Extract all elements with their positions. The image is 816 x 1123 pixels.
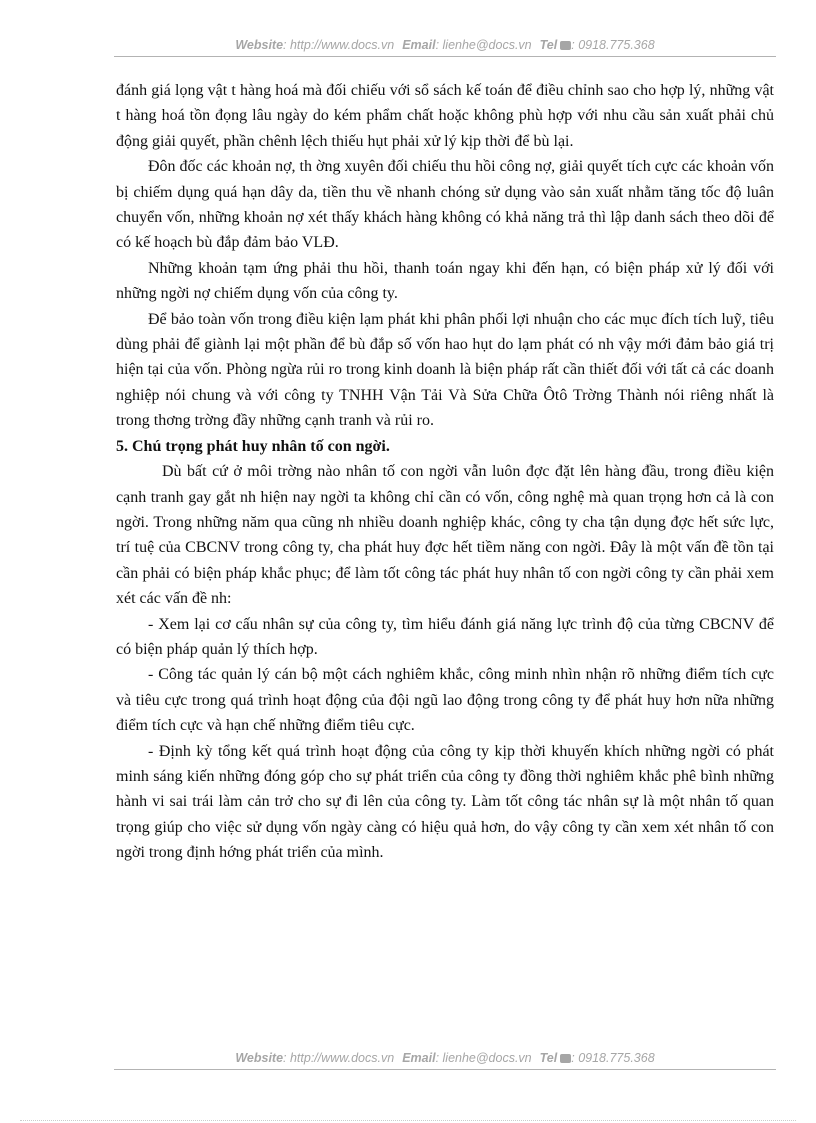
phone-icon xyxy=(560,41,571,50)
footer-email-label: Email xyxy=(402,1051,436,1065)
bullet-item-3: - Định kỳ tổng kết quá trình hoạt động của công ty kịp thời khuyến khích những ngời có phát minh sáng kiến những đóng góp cho sự phát triển của công ty đồng thời nghiêm khắc phê bình những hành vi sai trái làm cản trở cho sự đi lên của công ty. Làm tốt công tác nhân sự là một nhân tố quan trọng giúp cho việc sử dụng vốn ngày càng có hiệu quả hơn, do vậy công ty cần xem xét nhân tố con ngời trong định hớng phát triển của mình. xyxy=(116,742,774,862)
footer-tel-value: : 0918.775.368 xyxy=(571,1051,655,1065)
bullet-item-1: - Xem lại cơ cấu nhân sự của công ty, tìm hiểu đánh giá năng lực trình độ của từng CBCNV để có biện pháp quản lý thích hợp. xyxy=(116,615,774,658)
paragraph-capital-preservation: Để bảo toàn vốn trong điều kiện lạm phát khi phân phối lợi nhuận cho các mục đích tích luỹ, tiêu dùng phải để giành lại một phần để bù đắp số vốn hao hụt do lạm phát có nh vậy mới đảm bảo giá trị hiện tại của vốn. Phòng ngừa rủi ro trong kinh doanh là biện pháp rất cần thiết đối với tất cả các doanh nghiệp nói chung và với công ty TNHH Vận Tải Và Sửa Chữa Ôtô Trờng Thành nói riêng nhất là trong thơng trờng đầy những cạnh tranh và rủi ro. xyxy=(116,310,774,430)
header-email-label: Email xyxy=(402,38,436,52)
paragraph-human-factor: Dù bất cứ ở môi trờng nào nhân tố con ngời vẫn luôn đợc đặt lên hàng đầu, trong điều kiện cạnh tranh gay gắt nh hiện nay ngời ta không chỉ cần có vốn, công nghệ mà quan trọng hơn cả là con ngời. Trong những năm qua cũng nh nhiều doanh nghiệp khác, công ty cha tận dụng đợc hết sức lực, trí tuệ của CBCNV trong công ty, cha phát huy đợc hết tiềm năng con ngời. Đây là một vấn đề tồn tại cần phải có biện pháp khắc phục; để làm tốt công tác phát huy nhân tố con ngời công ty cần phải xem xét các vấn đề nh: xyxy=(116,463,774,608)
section-heading-5: 5. Chú trọng phát huy nhân tố con ngời. xyxy=(116,437,390,455)
page-header xyxy=(114,38,776,57)
header-website-link[interactable]: : http://www.docs.vn xyxy=(283,38,395,52)
bullet-item-2: - Công tác quản lý cán bộ một cách nghiêm khắc, công minh nhìn nhận rõ những điểm tích cực và tiêu cực trong quá trình hoạt động của đội ngũ lao động trong công ty để phát huy hơn nữa những điểm tích cực và hạn chế những điểm tiêu cực. xyxy=(116,666,774,735)
footer-website-label: Website xyxy=(235,1051,284,1065)
page-footer xyxy=(114,1051,776,1070)
header-email-link[interactable]: : lienhe@docs.vn xyxy=(435,38,532,52)
phone-icon xyxy=(560,1054,571,1063)
footer-website-link[interactable]: : http://www.docs.vn xyxy=(283,1051,395,1065)
header-website-label: Website xyxy=(235,38,284,52)
header-tel-label: Tel xyxy=(539,38,558,52)
footer-tel-label: Tel xyxy=(539,1051,558,1065)
footer-email-link[interactable]: : lienhe@docs.vn xyxy=(435,1051,532,1065)
paragraph-inventory: đánh giá lọng vật t hàng hoá mà đối chiếu với sổ sách kế toán để điều chỉnh sao cho hợp lý, những vật t hàng hoá tồn đọng lâu ngày do kém phẩm chất hoặc không phù hợp với nhu cầu sản xuất phải chủ động giải quyết, phần chênh lệch thiếu hụt phải xử lý kịp thời để bù lại. xyxy=(116,82,774,150)
paragraph-debt-collection: Đôn đốc các khoản nợ, th ờng xuyên đối chiếu thu hồi công nợ, giải quyết tích cực các khoản vốn bị chiếm dụng quá hạn dây da, tiền thu về nhanh chóng sử dụng vào sản xuất nhằm tăng tốc độ luân chuyển vốn, những khoản nợ xét thấy khách hàng không có khả năng trả thì lập danh sách theo dõi để có kế hoạch bù đắp đảm bảo VLĐ. xyxy=(116,158,774,252)
document-body xyxy=(116,78,774,866)
paragraph-advances: Những khoản tạm ứng phải thu hồi, thanh toán ngay khi đến hạn, có biện pháp xử lý đối với những ngời nợ chiếm dụng vốn của công ty. xyxy=(116,259,774,303)
header-tel-value: : 0918.775.368 xyxy=(571,38,655,52)
page-bottom-divider xyxy=(20,1120,796,1121)
